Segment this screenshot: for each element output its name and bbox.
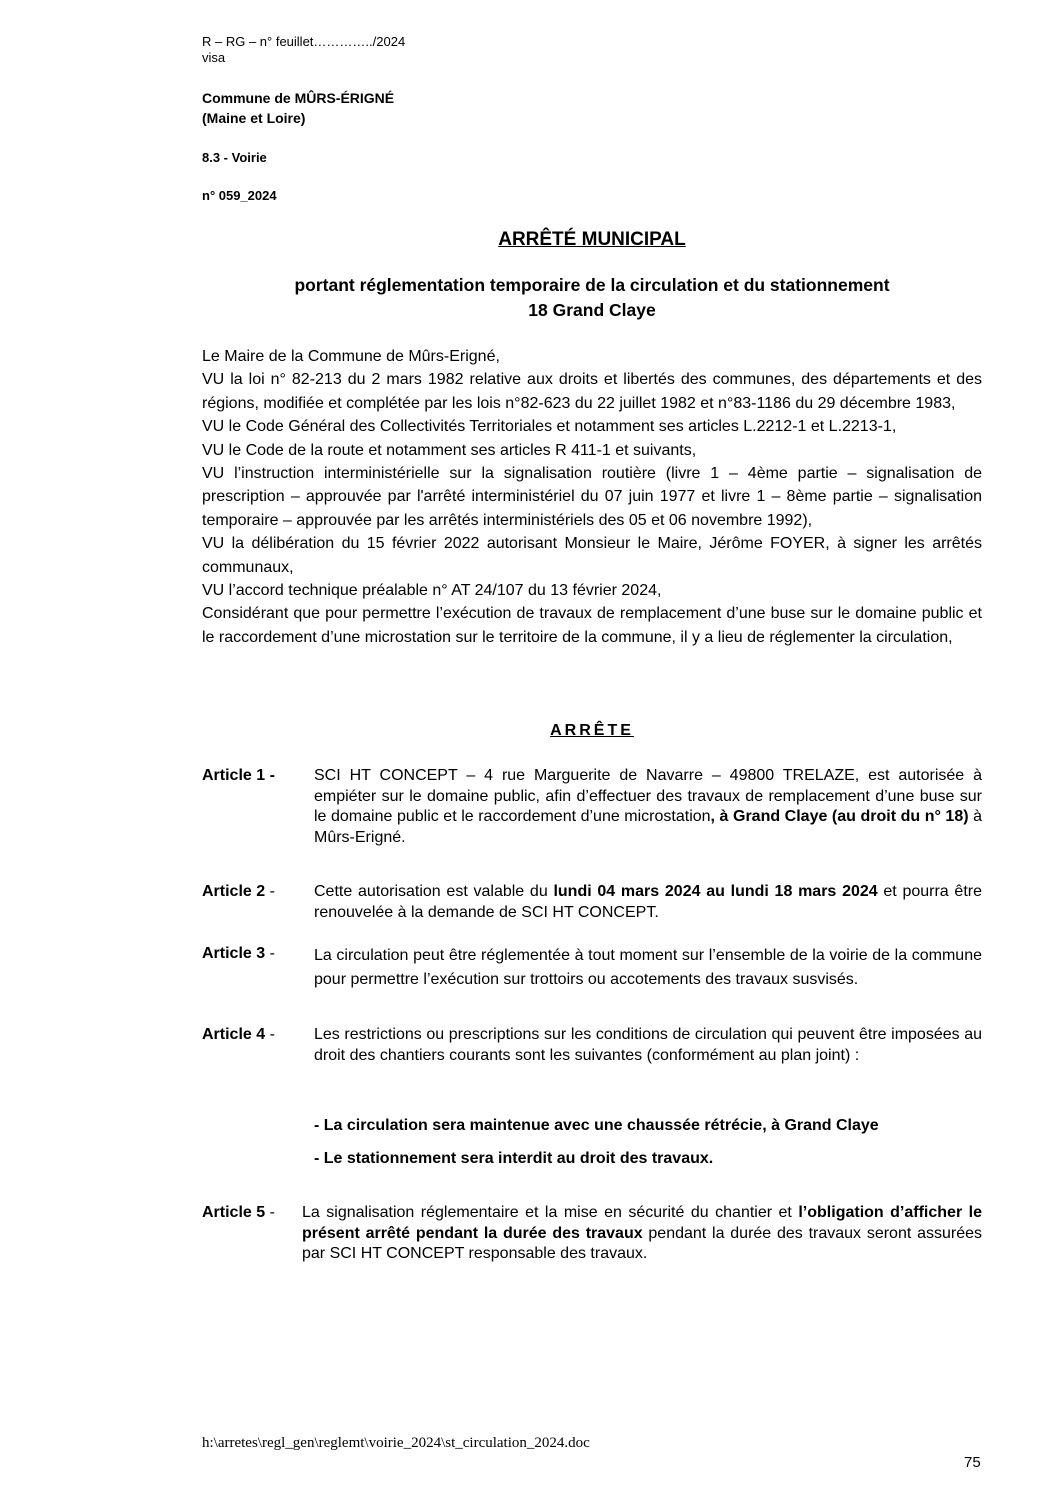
- arrete-number: n° 059_2024: [202, 188, 277, 203]
- article-1-label: Article 1 -: [202, 767, 275, 784]
- article-3-label: Article 3 -: [202, 945, 275, 962]
- page-number: 75: [964, 1454, 981, 1471]
- preamble: [202, 345, 982, 649]
- article-5-label: Article 5 -: [202, 1204, 275, 1221]
- article-4-bullet-2: - Le stationnement sera interdit au droit des travaux.: [314, 1150, 714, 1167]
- document-title: ARRÊTÉ MUNICIPAL: [498, 229, 686, 250]
- preamble-paragraph: VU la délibération du 15 février 2022 autorisant Monsieur le Maire, Jérôme FOYER, à signer les arrêtés communaux,: [202, 535, 982, 576]
- subtitle-line-2: 18 Grand Claye: [528, 300, 656, 320]
- arrete-heading: ARRÊTE: [550, 722, 634, 739]
- departement: (Maine et Loire): [202, 110, 306, 126]
- article-4-bullet-1: - La circulation sera maintenue avec une chaussée rétrécie, à Grand Claye: [314, 1117, 879, 1134]
- article-1-text: SCI HT CONCEPT – 4 rue Marguerite de Navarre – 49800 TRELAZE, est autorisée à empiéter sur le domaine public, afin d’effectuer des travaux de remplacement d’une buse sur le domaine public et le raccordement d’une microstation, à Grand Claye (au droit du n° 18) à Mûrs-Erigné.: [314, 767, 983, 846]
- visa-label: visa: [202, 50, 226, 65]
- preamble-paragraph: VU le Code de la route et notamment ses articles R 411-1 et suivants,: [202, 441, 697, 459]
- article-3-text: La circulation peut être réglementée à tout moment sur l’ensemble de la voirie de la commune pour permettre l’exécution sur trottoirs ou accotements des travaux susvisés.: [314, 947, 982, 988]
- article-4-text: Les restrictions ou prescriptions sur les conditions de circulation qui peuvent être imposées au droit des chantiers courants sont les suivantes (conformément au plan joint) :: [314, 1026, 982, 1064]
- preamble-paragraph: VU l’accord technique préalable n° AT 24/107 du 13 février 2024,: [202, 582, 662, 600]
- article-2-label: Article 2 -: [202, 883, 275, 900]
- preamble-paragraph: VU l’instruction interministérielle sur la signalisation routière (livre 1 – 4ème partie – signalisation de prescription – approuvée par l'arrêté interministériel du 07 juin 1977 et livre 1 – 8ème partie – signalisation temporaire – approuvée par les arrêtés interministériels des 05 et 06 novembre 1992),: [202, 465, 982, 529]
- file-path: h:\arretes\regl_gen\reglemt\voirie_2024\st_circulation_2024.doc: [202, 1435, 590, 1451]
- article-4-label: Article 4 -: [202, 1026, 275, 1043]
- commune-name: Commune de MÛRS-ÉRIGNÉ: [202, 90, 395, 106]
- preamble-paragraph: VU la loi n° 82-213 du 2 mars 1982 relative aux droits et libertés des communes, des départements et des régions, modifiée et complétée par les lois n°82-623 du 22 juillet 1982 et n°83-1186 du 29 décembre 1983,: [202, 371, 982, 412]
- article-5-text: La signalisation réglementaire et la mise en sécurité du chantier et l’obligation d’afficher le présent arrêté pendant la durée des travaux pendant la durée des travaux seront assurées par SCI HT CONCEPT responsable des travaux.: [302, 1204, 982, 1262]
- category: 8.3 - Voirie: [202, 150, 267, 165]
- preamble-paragraph: VU le Code Général des Collectivités Territoriales et notamment ses articles L.2212-1 et L.2213-1,: [202, 418, 897, 436]
- subtitle-line-1: portant réglementation temporaire de la circulation et du stationnement: [294, 275, 890, 295]
- preamble-paragraph: Considérant que pour permettre l’exécution de travaux de remplacement d’une buse sur le domaine public et le raccordement d’une microstation sur le territoire de la commune, il y a lieu de réglementer la circulation,: [202, 605, 982, 646]
- reference-line: R – RG – n° feuillet…………../2024: [202, 34, 406, 49]
- article-2-text: Cette autorisation est valable du lundi 04 mars 2024 au lundi 18 mars 2024 et pourra être renouvelée à la demande de SCI HT CONCEPT.: [314, 883, 983, 921]
- preamble-paragraph: Le Maire de la Commune de Mûrs-Erigné,: [202, 348, 500, 365]
